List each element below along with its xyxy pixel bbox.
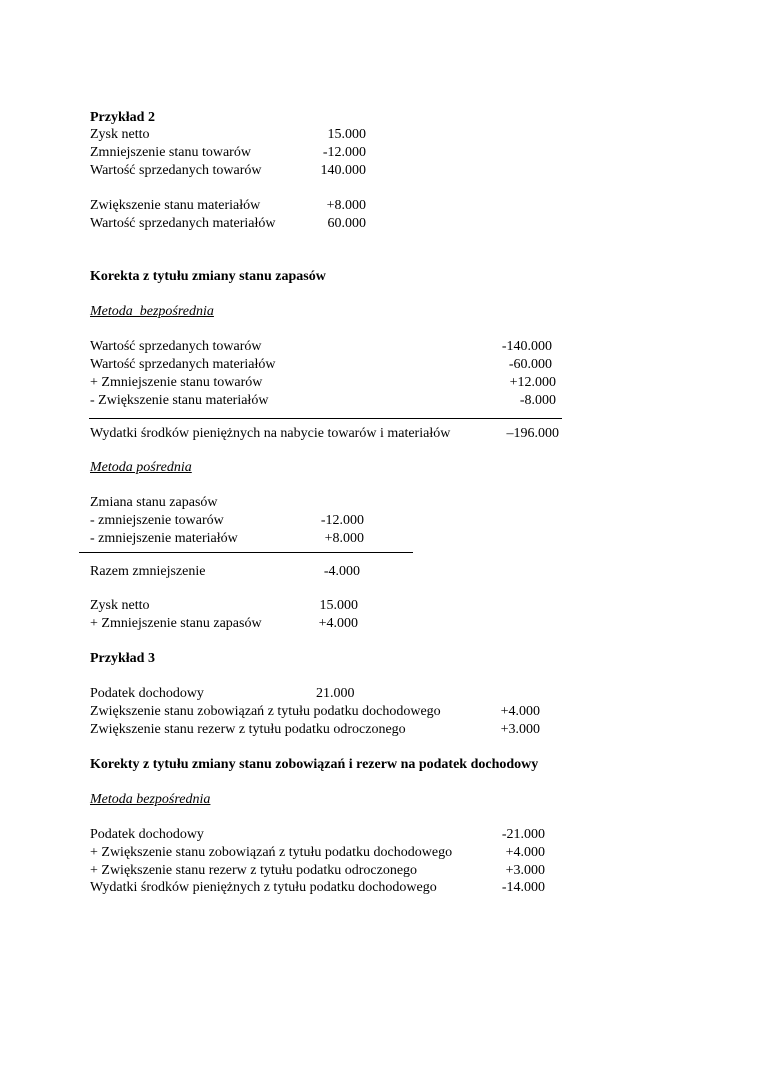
ex3-label: Zwiększenie stanu rezerw z tytułu podatku odroczonego [90,722,406,737]
indirect-total-rule [79,552,413,553]
inv-indirect-value: +8.000 [324,531,364,546]
ex2-value: 60.000 [327,216,366,231]
ex2-label: Zysk netto [90,127,150,142]
inv-indirect-after-label: + Zmniejszenie stanu zapasów [90,616,262,631]
ex2-label: Zwiększenie stanu materiałów [90,198,261,213]
tax-heading: Korekty z tytułu zmiany stanu zobowiązań i rezerw na podatek dochodowy [90,757,539,772]
ex3-label: Podatek dochodowy [90,686,204,701]
direct-method-title: Metoda bezpośrednia [90,304,214,319]
inv-indirect-total-label: Razem zmniejszenie [90,564,206,579]
indirect-intro: Zmiana stanu zapasów [90,495,218,510]
ex2-value: -12.000 [322,145,366,160]
tax-direct-label: + Zwiększenie stanu rezerw z tytułu podatku odroczonego [90,863,418,878]
example-3-heading: Przykład 3 [90,651,155,666]
tax-direct-label: Wydatki środków pieniężnych z tytułu podatku dochodowego [90,880,437,895]
inv-direct-value: -60.000 [508,357,552,372]
ex3-value: +3.000 [500,722,540,737]
ex2-label: Zmniejszenie stanu towarów [90,145,251,160]
inv-direct-value: +12.000 [509,375,556,390]
tax-direct-value: +4.000 [505,845,545,860]
inv-indirect-after-value: 15.000 [319,598,358,613]
ex3-value: 21.000 [316,686,355,701]
inv-direct-value: -140.000 [501,339,552,354]
inv-indirect-after-label: Zysk netto [90,598,150,613]
inv-direct-total-value: –196.000 [506,426,559,441]
tax-direct-label: + Zwiększenie stanu zobowiązań z tytułu podatku dochodowego [90,845,453,860]
inv-indirect-label: - zmniejszenie materiałów [90,531,238,546]
ex2-label: Wartość sprzedanych towarów [90,163,262,178]
tax-direct-label: Podatek dochodowy [90,827,204,842]
ex2-value: +8.000 [326,198,366,213]
tax-direct-value: -14.000 [501,880,545,895]
inv-direct-label: Wartość sprzedanych materiałów [90,357,276,372]
inv-direct-label: Wartość sprzedanych towarów [90,339,262,354]
inv-indirect-after-value: +4.000 [318,616,358,631]
ex2-label: Wartość sprzedanych materiałów [90,216,276,231]
inv-indirect-total-value: -4.000 [323,564,360,579]
inv-direct-total-label: Wydatki środków pieniężnych na nabycie towarów i materiałów [90,426,451,441]
indirect-method-title: Metoda pośrednia [90,460,192,475]
direct-total-rule [89,418,562,419]
ex3-value: +4.000 [500,704,540,719]
example-2-heading: Przykład 2 [90,110,155,125]
ex2-value: 140.000 [320,163,366,178]
inv-direct-value: -8.000 [519,393,556,408]
tax-direct-value: +3.000 [505,863,545,878]
ex3-label: Zwiększenie stanu zobowiązań z tytułu podatku dochodowego [90,704,441,719]
inventory-heading: Korekta z tytułu zmiany stanu zapasów [90,269,326,284]
inv-indirect-value: -12.000 [320,513,364,528]
inv-direct-label: - Zwiększenie stanu materiałów [90,393,269,408]
inv-direct-label: + Zmniejszenie stanu towarów [90,375,263,390]
inv-indirect-label: - zmniejszenie towarów [90,513,224,528]
tax-direct-value: -21.000 [501,827,545,842]
tax-direct-method-title: Metoda bezpośrednia [90,792,211,807]
ex2-value: 15.000 [327,127,366,142]
